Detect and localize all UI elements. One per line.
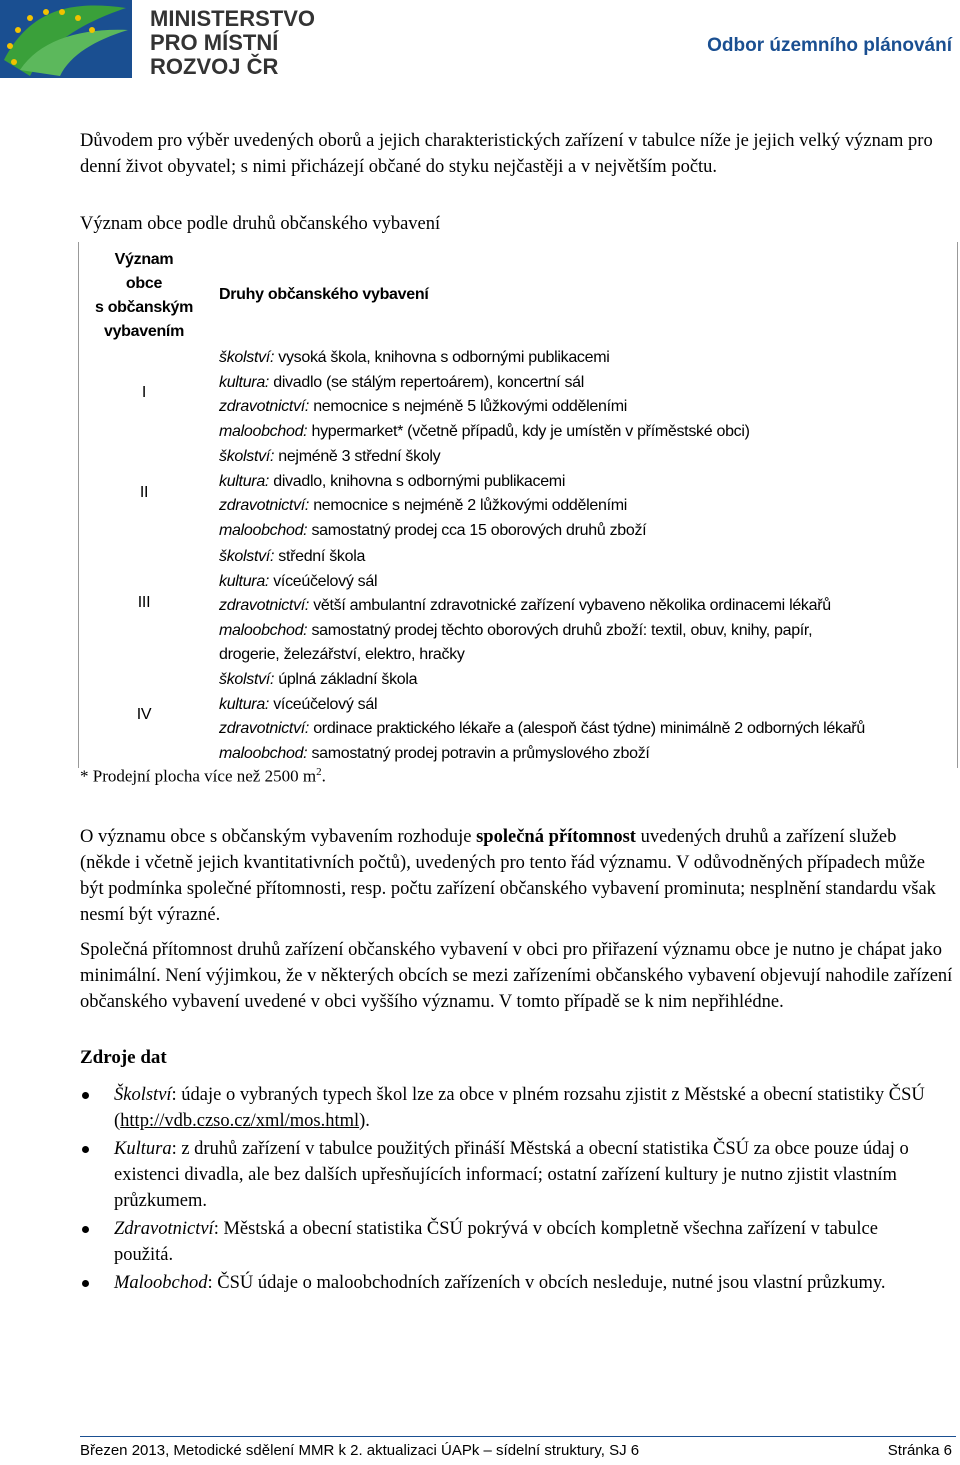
row-line: zdravotnictví: ordinace praktického lékaře a (alespoň část týdne) minimálně 2 odborných lékařů [219, 720, 865, 737]
sources-list [80, 1082, 940, 1298]
row-line: drogerie, železářství, elektro, hračky [219, 646, 465, 663]
table-head-kinds: Druhy občanského vybavení [219, 286, 429, 303]
level-IV: IV [136, 706, 152, 723]
logo-line-2: PRO MÍSTNÍ [150, 30, 279, 55]
department-title: Odbor územního plánování [707, 35, 952, 56]
list-item: Zdravotnictví: Městská a obecní statistika ČSÚ pokrývá v obcích kompletně všechna zařízení v tabulce použitá. [80, 1216, 940, 1268]
paragraph-minimal: Společná přítomnost druhů zařízení občanského vybavení v obci pro přiřazení významu obce je nutno je chápat jako minimální. Není výjimkou, že v některých obcích se mezi zařízeními občanského vybavení objevují nahodile zařízení občanského vybavení uvedené v obci vyššího významu. V tomto případě se k nim nepřihlédne. [80, 940, 953, 1012]
row-line: maloobchod: samostatný prodej těchto oborových druhů zboží: textil, obuv, knihy, papír, [219, 621, 813, 639]
head-line: Význam [114, 251, 174, 268]
head-line: obce [125, 275, 163, 292]
row-line: školství: vysoká škola, knihovna s odbornými publikacemi [219, 349, 610, 366]
czso-link[interactable]: http://vdb.czso.cz/xml/mos.html [120, 1111, 360, 1131]
table-head-significance [82, 248, 206, 344]
bullet-icon [82, 1226, 89, 1233]
bullet-icon [82, 1146, 89, 1153]
row-line: školství: střední škola [219, 548, 366, 565]
bullet-icon [82, 1092, 89, 1099]
row-line: maloobchod: samostatný prodej potravin a průmyslového zboží [219, 744, 650, 762]
level-I: I [141, 384, 147, 401]
list-item: Školství: údaje o vybraných typech škol lze za obce v plném rozsahu zjistit z Městské a obecní statistiky ČSÚ (http://vdb.czso.cz/xml/mos.html). [80, 1082, 940, 1134]
table-footnote: * Prodejní plocha více než 2500 $m^2$. [80, 766, 326, 786]
sources-heading: Zdroje dat [80, 1047, 167, 1068]
ministry-emblem-icon [0, 0, 340, 80]
paragraph-presence: O významu obce s občanským vybavením rozhoduje společná přítomnost uvedených druhů a zařízení služeb (někde i včetně jejich kvantitativních počtů), uvedených pro tento řád významu. V odůvodněných případech může být podmínka společné přítomnosti, resp. počtu zařízení občanského vybavení prominuta; nesplnění standardu však nesmí být výrazné. [80, 827, 936, 925]
row-I-lines [219, 346, 750, 444]
row-line: školství: nejméně 3 střední školy [219, 448, 441, 465]
bullet-icon [82, 1280, 89, 1287]
table-caption: Význam obce podle druhů občanského vybavení [80, 214, 441, 234]
logo-line-1: MINISTERSTVO [150, 6, 316, 31]
row-line: zdravotnictví: nemocnice s nejméně 2 lůžkovými odděleními [219, 497, 627, 514]
ministry-logo [0, 0, 340, 80]
row-line: školství: úplná základní škola [219, 671, 418, 688]
head-line: s občanským [94, 299, 194, 316]
list-item: Kultura: z druhů zařízení v tabulce použitých přináší Městská a obecní statistika ČSÚ za obce pouze údaj o existenci divadla, ale bez dalších upřesňujících informací; ostatní zařízení kultury je nutno zjistit vlastním průzkumem. [80, 1136, 940, 1214]
logo-line-3: ROZVOJ ČR [150, 54, 279, 79]
head-line: vybavením [103, 323, 184, 340]
footer-divider [80, 1436, 956, 1437]
row-line: maloobchod: samostatný prodej cca 15 oborových druhů zboží [219, 521, 647, 539]
row-line: zdravotnictví: nemocnice s nejméně 5 lůžkovými odděleními [219, 398, 627, 415]
row-line: kultura: divadlo, knihovna s odbornými publikacemi [219, 472, 566, 490]
level-III: III [137, 594, 151, 611]
row-line: maloobchod: hypermarket* (včetně případů, kdy je umístěn v příměstské obci) [219, 422, 750, 440]
page-number: Stránka 6 [887, 1442, 952, 1459]
row-IV-lines [219, 668, 865, 766]
row-line: kultura: víceúčelový sál [219, 572, 378, 590]
row-III-lines [219, 545, 831, 668]
level-II: II [139, 484, 149, 501]
row-line: zdravotnictví: větší ambulantní zdravotnické zařízení vybaveno několika ordinacemi lékařů [219, 597, 831, 614]
row-line: kultura: víceúčelový sál [219, 695, 378, 713]
row-line: kultura: divadlo (se stálým repertoárem), koncertní sál [219, 373, 584, 391]
footer-text: Březen 2013, Metodické sdělení MMR k 2. aktualizaci ÚAPk – sídelní struktury, SJ 6 [80, 1442, 640, 1459]
list-item: Maloobchod: ČSÚ údaje o maloobchodních zařízeních v obcích nesleduje, nutné jsou vlastní průzkumy. [80, 1270, 940, 1296]
intro-paragraph: Důvodem pro výběr uvedených oborů a jejich charakteristických zařízení v tabulce níže je jejich velký význam pro denní život obyvatel; s nimi přicházejí občané do styku nejčastěji a v největším počtu. [80, 131, 933, 177]
row-II-lines [219, 445, 646, 543]
